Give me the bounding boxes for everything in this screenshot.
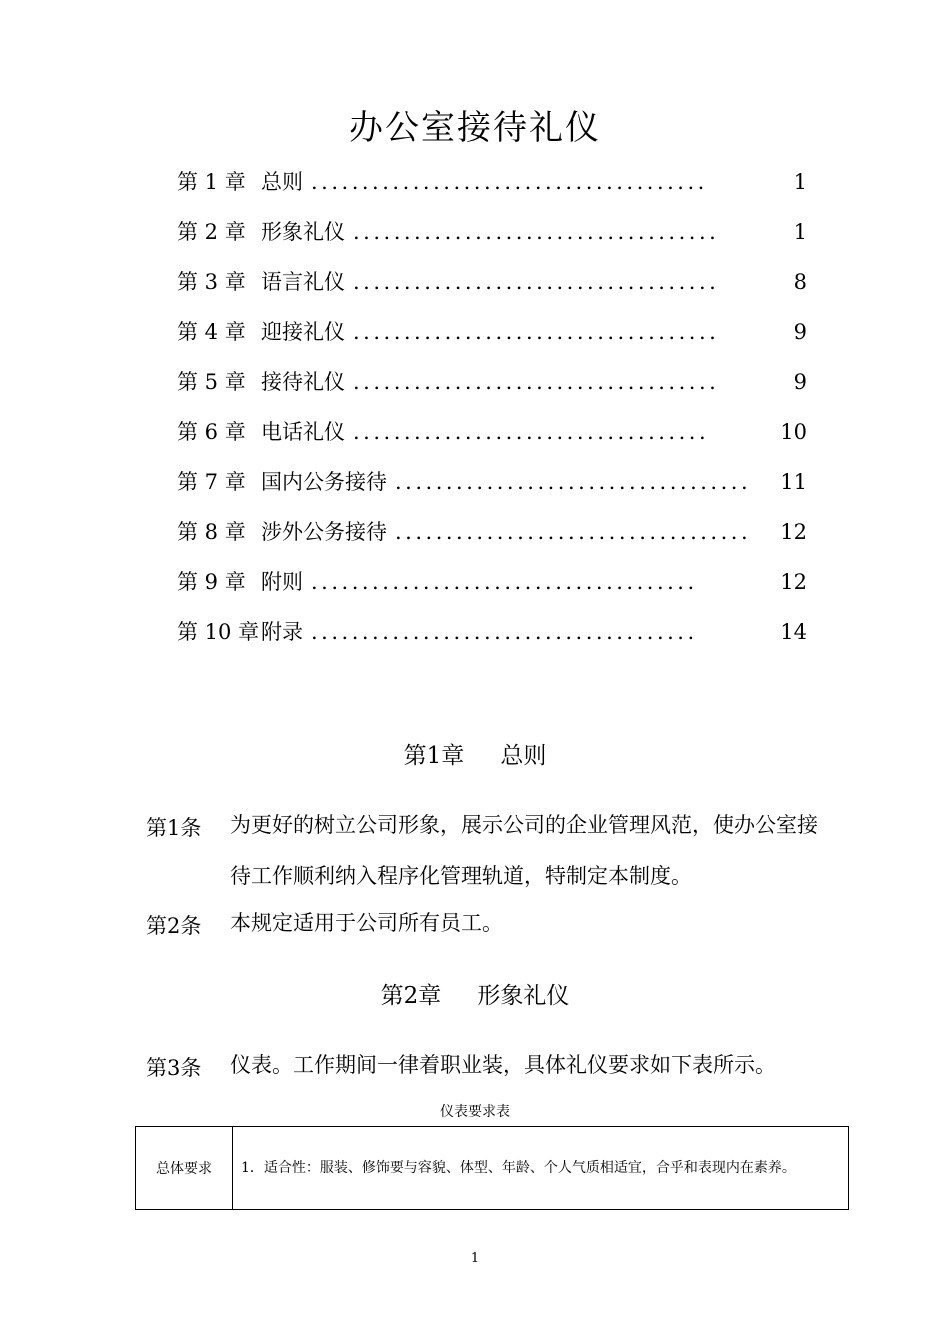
toc-entry[interactable] (177, 166, 807, 216)
toc-chapter-name: 接待礼仪 (261, 370, 345, 394)
chapter-number: 第2章 (380, 983, 442, 1009)
toc-chapter-number: 第 1 章 (177, 170, 246, 194)
toc-chapter-name: 附则 (261, 570, 303, 594)
toc-leader-dots: ...................................... (311, 570, 698, 594)
chapter-name: 总则 (500, 743, 547, 769)
toc-chapter-name: 迎接礼仪 (261, 320, 345, 344)
toc-leader-dots: ................................... (353, 420, 710, 444)
toc-leader-dots: ................................... (395, 470, 752, 494)
toc-chapter-number: 第 2 章 (177, 220, 246, 244)
toc-chapter-name: 总则 (261, 170, 303, 194)
article-number: 第3条 (146, 1056, 202, 1080)
toc-chapter-number: 第 3 章 (177, 270, 246, 294)
toc-entry[interactable] (177, 316, 807, 366)
toc-leader-dots: ....................................... (311, 170, 708, 194)
toc-entry[interactable] (177, 416, 807, 466)
page-number: 1 (470, 1251, 480, 1266)
toc-page-number: 12 (780, 570, 807, 594)
toc-page-number: 1 (793, 220, 807, 244)
toc-page-number: 12 (780, 520, 807, 544)
chapter-name: 形象礼仪 (477, 983, 570, 1009)
toc-leader-dots: .................................... (353, 320, 720, 344)
toc-chapter-number: 第 4 章 (177, 320, 246, 344)
chapter-number: 第1章 (403, 743, 465, 769)
toc-page-number: 14 (780, 620, 807, 644)
table-row (136, 1127, 849, 1210)
toc-chapter-number: 第 5 章 (177, 370, 246, 394)
toc-chapter-number: 第 7 章 (177, 470, 246, 494)
toc-entry[interactable] (177, 616, 807, 666)
toc-chapter-number: 第 8 章 (177, 520, 246, 544)
requirements-table (135, 1126, 849, 1210)
toc-chapter-name: 附录 (261, 620, 303, 644)
toc-leader-dots: ...................................... (311, 620, 698, 644)
toc-entry[interactable] (177, 566, 807, 616)
toc-page-number: 9 (793, 370, 807, 394)
article-text: 仪表。工作期间一律着职业装，具体礼仪要求如下表所示。 (230, 1053, 776, 1077)
toc-page-number: 10 (780, 420, 807, 444)
toc-chapter-number: 第 10 章 (177, 620, 260, 644)
toc-entry[interactable] (177, 366, 807, 416)
article-paragraph (146, 800, 826, 902)
toc-chapter-name: 电话礼仪 (261, 420, 345, 444)
toc-chapter-number: 第 6 章 (177, 420, 246, 444)
article-paragraph (146, 898, 826, 949)
toc-page-number: 1 (793, 170, 807, 194)
chapter-heading (0, 737, 950, 770)
toc-entry[interactable] (177, 216, 807, 266)
toc-entry[interactable] (177, 516, 807, 566)
article-text: 本规定适用于公司所有员工。 (230, 911, 503, 935)
toc-page-number: 8 (793, 270, 807, 294)
document-title: 办公室接待礼仪 (349, 108, 601, 148)
table-caption: 仪表要求表 (440, 1104, 510, 1120)
chapter-heading (0, 977, 950, 1010)
table-cell-label: 总体要求 (136, 1127, 233, 1210)
table-of-contents (177, 166, 807, 666)
article-number: 第2条 (146, 914, 202, 938)
toc-leader-dots: ................................... (395, 520, 752, 544)
toc-page-number: 9 (793, 320, 807, 344)
article-paragraph (146, 1040, 826, 1091)
toc-leader-dots: .................................... (353, 270, 720, 294)
toc-chapter-number: 第 9 章 (177, 570, 246, 594)
toc-leader-dots: .................................... (353, 220, 720, 244)
toc-leader-dots: .................................... (353, 370, 720, 394)
toc-chapter-name: 形象礼仪 (261, 220, 345, 244)
article-number: 第1条 (146, 816, 202, 840)
toc-entry[interactable] (177, 266, 807, 316)
toc-page-number: 11 (780, 470, 807, 494)
table-cell-content: 1．适合性：服装、修饰要与容貌、体型、年龄、个人气质相适宜，合乎和表现内在素养。 (233, 1127, 849, 1210)
toc-entry[interactable] (177, 466, 807, 516)
toc-chapter-name: 涉外公务接待 (261, 520, 387, 544)
toc-chapter-name: 国内公务接待 (261, 470, 387, 494)
toc-chapter-name: 语言礼仪 (261, 270, 345, 294)
article-text: 为更好的树立公司形象，展示公司的企业管理风范，使办公室接待工作顺利纳入程序化管理轨道，特制定本制度。 (230, 813, 818, 888)
